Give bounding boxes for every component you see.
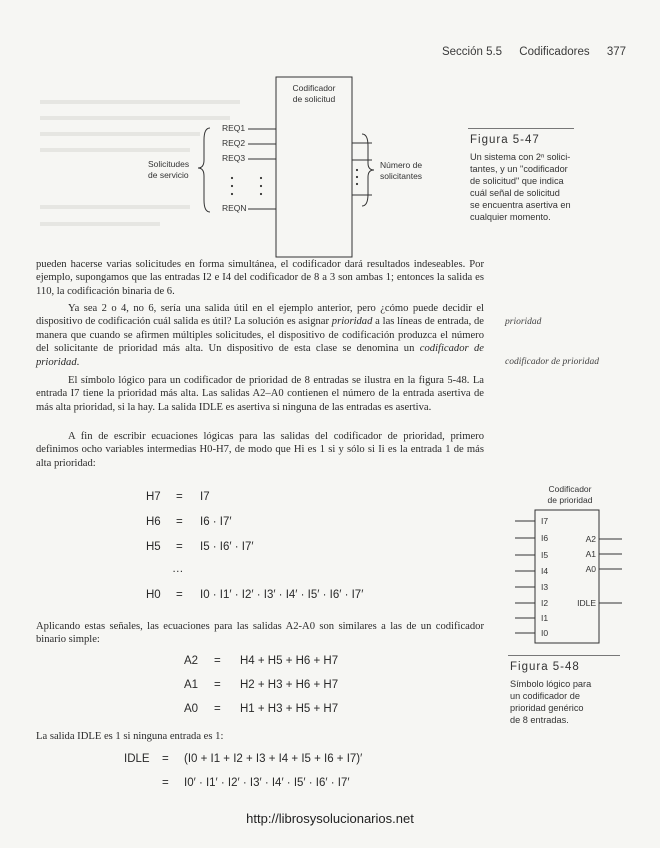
label-line: de servicio (148, 170, 189, 180)
fig47-box-title-line: de solicitud (292, 94, 336, 104)
output-a0: A0 (585, 564, 596, 574)
eq-sign: = (214, 655, 221, 667)
label-line: Número de (380, 160, 423, 170)
margin-note-codificador: codificador de prioridad (505, 357, 599, 367)
paragraph-5: Aplicando estas señales, las ecuaciones para las salidas A2-A0 son similares a las de un codificador binario simple: (36, 621, 484, 646)
paragraph-1: pueden hacerse varias solicitudes en forma simultánea, el codificador dará resultados indeseables. Por ejemplo, supongamos que las entradas I2 e I4 del codificador de 8 a 3 son ambas 1; entonces la salida es 110, la codificación binaria de 6. (36, 259, 484, 297)
fig48-title-line: de prioridad (547, 495, 593, 505)
eq-lhs: A1 (184, 679, 199, 691)
fig48-title-line: Codificador (548, 484, 592, 494)
output-idle: IDLE (577, 598, 596, 608)
eq-lhs: H7 (146, 491, 161, 503)
eq-sign: = (176, 516, 183, 528)
caption-line: tantes, y un "codificador (470, 164, 568, 174)
fig47-box-title-line: Codificador (292, 83, 336, 93)
eq-rhs: H4 + H5 + H6 + H7 (240, 655, 339, 667)
input-req1: REQ1 (222, 123, 246, 133)
eq-rhs: I5 · I6′ · I7′ (200, 541, 254, 553)
paragraph-2-text: Ya sea 2 o 4, no 6, sería una salida útil en el ejemplo anterior, pero ¿cómo puede decidir el dispositivo de codificación cuál salida es útil? La solución es asignar (36, 303, 484, 328)
caption-line: se encuentra asertiva en (470, 200, 571, 210)
paragraph-3-text: El símbolo lógico para un codificador de prioridad de 8 entradas se ilustra en la figura 5-48. La entrada I7 tiene la prioridad más alta. Las salidas A2–A0 contienen el número de la entrada asertiva de más alta prioridad, si la hay. La salida IDLE es asertiva si ninguna de las entradas es asertiva. (36, 375, 484, 413)
output-a2: A2 (585, 534, 596, 544)
caption-line: prioridad genérico (510, 703, 584, 713)
eq-sign: = (214, 679, 221, 691)
eq-sign: = (176, 491, 183, 503)
page-number: 377 (606, 46, 626, 58)
paragraph-2-text: a las líneas de entrada, de manera que cuando se afirmen múltiples solicitudes, el dispositivo de codificación produzca el número del solicitante de prioridad más alta. Un dispositivo de esta clase se denomina un (36, 316, 484, 355)
term-codificador-de-prioridad: codificador de prioridad (36, 343, 484, 368)
input-i7: I7 (541, 516, 549, 526)
caption-line: Símbolo lógico para (510, 679, 592, 689)
eq-lhs: H5 (146, 541, 161, 553)
eq-rhs: I7 (200, 491, 210, 503)
chapter-label: Codificadores (519, 46, 590, 58)
caption-line: un codificador de (510, 691, 580, 701)
eq-lhs: A0 (184, 703, 199, 715)
footer-url[interactable]: http://librosysolucionarios.net (246, 811, 414, 826)
caption-rule (508, 655, 620, 656)
caption-line: Un sistema con 2ⁿ solici- (470, 152, 571, 162)
figure-5-47-title: Figura 5-47 (470, 134, 540, 146)
eq-sign: = (162, 777, 169, 789)
caption-line: cualquier momento. (470, 212, 551, 222)
input-i5: I5 (541, 550, 549, 560)
eq-rhs: (I0 + I1 + I2 + I3 + I4 + I5 + I6 + I7)′ (184, 753, 363, 765)
eq-rhs: I0′ · I1′ · I2′ · I3′ · I4′ · I5′ · I6′ · I7′ (184, 777, 350, 789)
input-i3: I3 (541, 582, 549, 592)
input-req3: REQ3 (222, 153, 246, 163)
eq-rhs: I0 · I1′ · I2′ · I3′ · I4′ · I5′ · I6′ · I7′ (200, 589, 364, 601)
term-prioridad: prioridad (331, 316, 373, 328)
input-i0: I0 (541, 628, 549, 638)
input-req2: REQ2 (222, 138, 246, 148)
eq-sign: = (176, 589, 183, 601)
paragraph-6: La salida IDLE es 1 si ninguna entrada es 1: (36, 731, 224, 742)
eq-sign: = (162, 753, 169, 765)
paragraph-4-text: A fin de escribir ecuaciones lógicas para las salidas del codificador de prioridad, primero definimos ocho variables intermedias H0-H7, de modo que Hi es 1 si y sólo si Ii es la entrada 1 de más alta prioridad: (36, 431, 484, 469)
input-i4: I4 (541, 566, 549, 576)
eq-rhs: H1 + H3 + H5 + H7 (240, 703, 339, 715)
eq-lhs: IDLE (124, 753, 150, 765)
caption-line: de solicitud" que indica (470, 176, 564, 186)
eq-rhs: I6 · I7′ (200, 516, 232, 528)
label-line: solicitantes (380, 171, 423, 181)
margin-note-prioridad: prioridad (505, 317, 542, 327)
output-a1: A1 (585, 549, 596, 559)
eq-sign: = (214, 703, 221, 715)
eq-lhs: H0 (146, 589, 161, 601)
caption-line: cuál señal de solicitud (470, 188, 560, 198)
input-i2: I2 (541, 598, 549, 608)
eq-sign: = (176, 541, 183, 553)
eq-lhs: A2 (184, 655, 199, 667)
input-i6: I6 (541, 533, 549, 543)
section-label: Sección 5.5 (441, 46, 503, 58)
input-i1: I1 (541, 613, 549, 623)
label-line: Solicitudes (148, 159, 190, 169)
figure-5-48-title: Figura 5-48 (510, 661, 580, 673)
input-reqn: REQN (222, 203, 247, 213)
paragraph-2-text: . (76, 356, 80, 368)
caption-line: de 8 entradas. (510, 715, 569, 725)
eq-lhs: H6 (146, 516, 161, 528)
priority-encoder-box (535, 510, 599, 643)
eq-rhs: H2 + H3 + H6 + H7 (240, 679, 339, 691)
figure-5-48-caption (510, 678, 630, 726)
equation-ellipsis: … (172, 563, 184, 575)
